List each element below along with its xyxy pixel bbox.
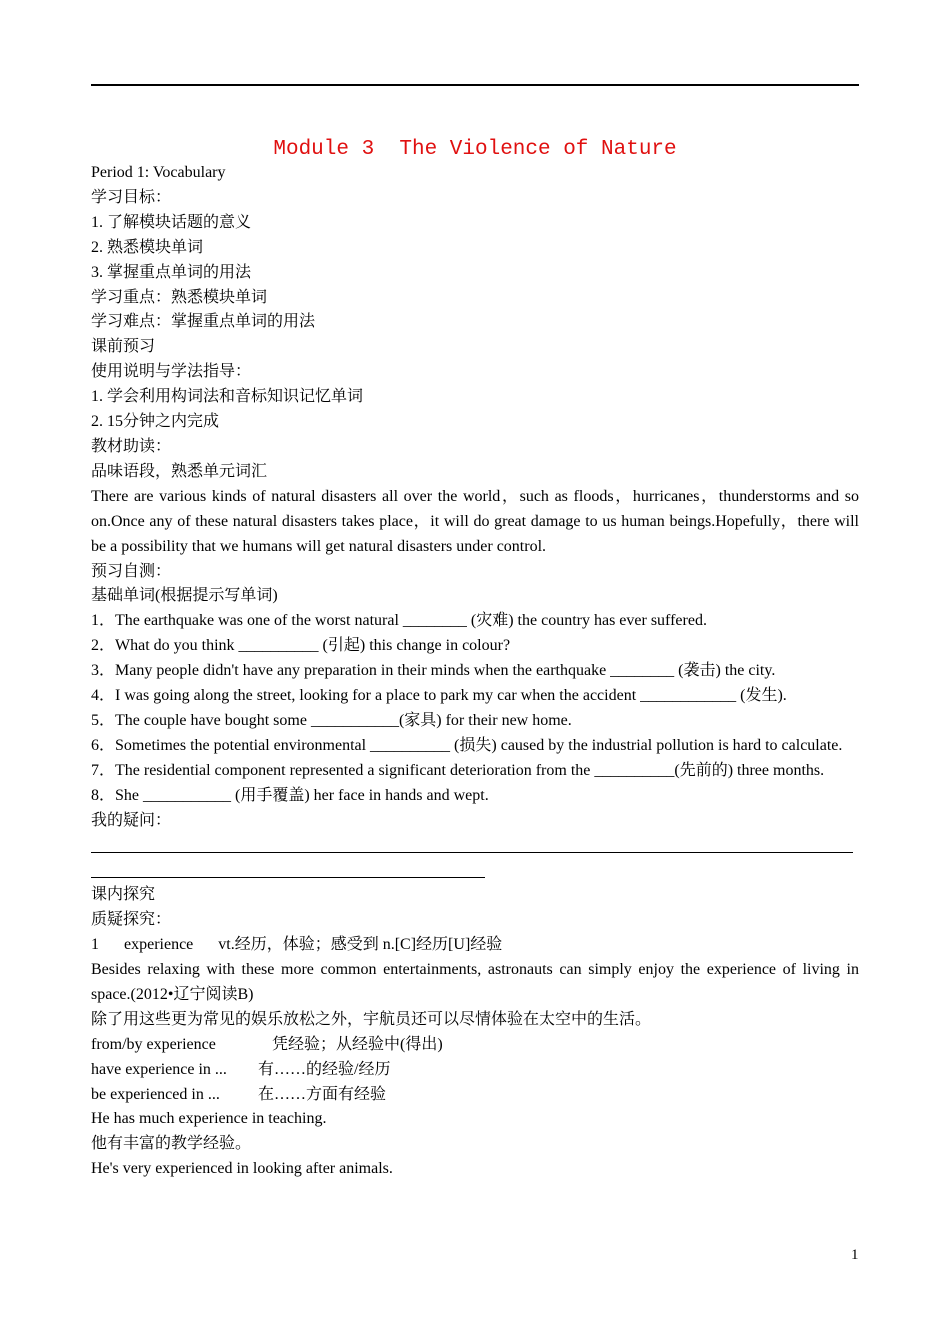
phrase-zh: 在……方面有经验	[258, 1085, 387, 1103]
example-sentence: He has much experience in teaching.	[91, 1110, 327, 1128]
phrase-row	[91, 1083, 859, 1108]
phrase-en: be experienced in ...	[91, 1085, 220, 1103]
word-entry	[91, 933, 859, 958]
objective-item: 3. 掌握重点单词的用法	[91, 263, 252, 281]
difficulty-line: 学习难点：掌握重点单词的用法	[91, 313, 316, 331]
example-chinese: 除了用这些更为常见的娱乐放松之外，宇航员还可以尽情体验在太空中的生活。	[91, 1010, 652, 1028]
exercise-sentence: 4．I was going along the street, looking for a place to park my car when the accident ____________ (发生).	[91, 687, 787, 705]
answer-line	[91, 858, 859, 883]
preview-heading: 课前预习	[91, 338, 156, 356]
word-number: 1	[91, 936, 99, 954]
questions-heading: 我的疑问：	[91, 811, 172, 829]
exercise-sentence: 8．She ___________ (用手覆盖) her face in hands and wept.	[91, 786, 489, 804]
document-body	[91, 161, 859, 1182]
guide-item: 2. 15分钟之内完成	[91, 413, 220, 431]
page-title: Module 3 The Violence of Nature	[273, 138, 677, 161]
exercise-sentence: 2．What do you think __________ (引起) this change in colour?	[91, 637, 511, 655]
period-label: Period 1: Vocabulary	[91, 164, 226, 181]
example-english: Besides relaxing with these more common entertainments, astronauts can simply enjoy the experience of living in space.(2012•辽宁阅读B)	[91, 960, 859, 1003]
textbook-heading: 教材助读：	[91, 437, 172, 455]
phrase-en: from/by experience	[91, 1035, 216, 1053]
phrase-zh: 凭经验；从经验中(得出)	[272, 1035, 443, 1053]
basic-words-heading: 基础单词(根据提示写单词)	[91, 587, 278, 605]
header-rule	[91, 84, 859, 86]
exercise-sentence: 3．Many people didn't have any preparation in their minds when the earthquake ________ (袭击) the city.	[91, 662, 776, 680]
example-sentence: 他有丰富的教学经验。	[91, 1135, 252, 1153]
exercise-sentence: 7．The residential component represented a significant deterioration from the __________(先前的) three months.	[91, 761, 825, 779]
word-definition: vt.经历，体验；感受到 n.[C]经历[U]经验	[218, 936, 503, 954]
reading-passage: There are various kinds of natural disasters all over the world，such as floods，hurricanes，thunderstorms and so on.Once any of these natural disasters takes place，it will do great damage to us human beings.Hopefully，there will be a possibility that we humans will get natural disasters under control.	[91, 487, 860, 555]
phrase-zh: 有……的经验/经历	[258, 1060, 391, 1078]
exercise-sentence: 6．Sometimes the potential environmental __________ (损失) caused by the industrial pollution is hard to calculate.	[91, 736, 843, 754]
objectives-heading: 学习目标：	[91, 188, 172, 206]
inclass-subheading: 质疑探究：	[91, 911, 172, 929]
word-term: experience	[124, 936, 194, 954]
focus-line: 学习重点：熟悉模块单词	[91, 288, 268, 306]
answer-line	[91, 833, 859, 858]
guide-heading: 使用说明与学法指导：	[91, 363, 252, 381]
phrase-row	[91, 1058, 859, 1083]
textbook-subheading: 品味语段，熟悉单元词汇	[91, 462, 268, 480]
objective-item: 2. 熟悉模块单词	[91, 238, 204, 256]
example-sentence: He's very experienced in looking after animals.	[91, 1160, 393, 1178]
guide-item: 1. 学会利用构词法和音标知识记忆单词	[91, 388, 364, 406]
exercise-sentence: 5．The couple have bought some ___________(家具) for their new home.	[91, 711, 572, 729]
page-number: 1	[851, 1247, 859, 1263]
selftest-heading: 预习自测：	[91, 562, 172, 580]
phrase-row	[91, 1033, 859, 1058]
phrase-en: have experience in ...	[91, 1060, 227, 1078]
objective-item: 1. 了解模块话题的意义	[91, 213, 252, 231]
inclass-heading: 课内探究	[91, 886, 156, 904]
exercise-sentence: 1．The earthquake was one of the worst natural ________ (灾难) the country has ever suffered.	[91, 612, 707, 630]
